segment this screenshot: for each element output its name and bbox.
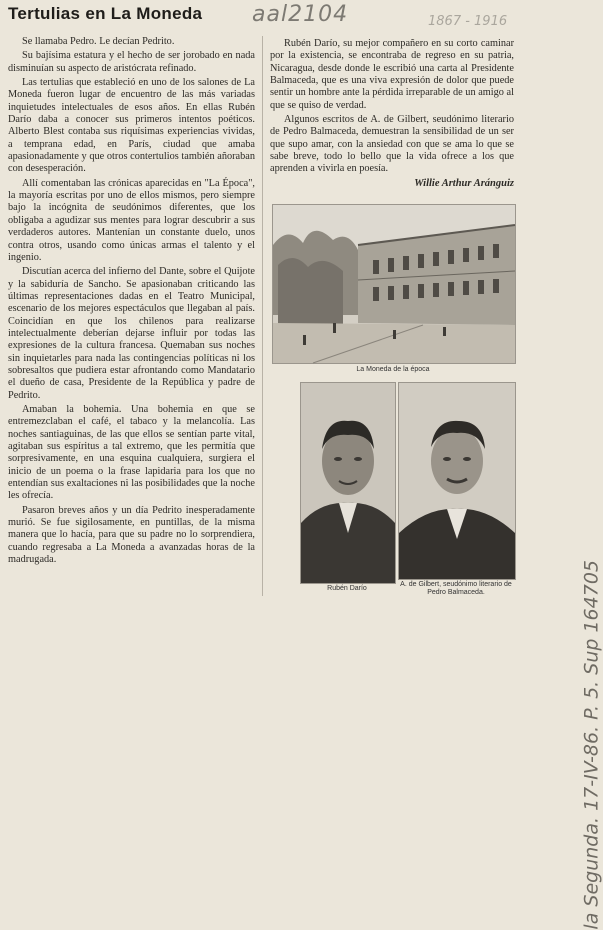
gilbert-portrait: [398, 382, 516, 580]
paragraph: Discutían acerca del infierno del Dante, sobre el Quijote y la sabiduría de Sancho. Se apasionaban criticando las últimas representaciones dadas en el Teatro Municipal, escenario de los mejores espectáculos que llegaban al país. Coincidían en que los chilenos para realizarse intelectualmente deberían dejarse influir por todas las expresiones de la cultura francesa. Quemaban sus noches sin inquietarles para nada las contingencias políticas ni los sobresaltos que pudiera estar afrontando como Mandatario el dueño de casa, Presidente de la República y padre de Pedrito.: [8, 266, 255, 401]
dario-caption: Rubén Darío: [327, 585, 367, 592]
paragraph: Amaban la bohemia. Una bohemia en que se entremezclaban el café, el tabaco y la melancolía. Las noches santiaguinas, de las que ellos se sentían parte vital, agitaban sus espíritus a tal extremo, que les permitía que sorpresivamente, en una esquina cualquiera, surgiera el inicio de un poema o la frase lapidaria para los que no entendían sus exaltaciones ni las posibilidades que la noche les ofrecía.: [8, 403, 255, 502]
paragraph: Rubén Darío, su mejor compañero en su corto caminar por la existencia, se encontraba de regreso en su patria, Nicaragua, desde donde le escribió una carta al Presidente Balmaceda, que es una viva expresión de dolor que puede sentir un hombre ante la pérdida irreparable de un amigo al que se quiso de verdad.: [270, 38, 514, 111]
paragraph: Las tertulias que estableció en uno de los salones de La Moneda fueron lugar de encuentro de las más variadas inquietudes intelectuales de esos años. En ellas Rubén Darío daba a conocer sus primeros intentos poéticos. Alberto Blest contaba sus riquísimas experiencias vividas, a temprana edad, en París, ciudad que amaba apasionadamente y que otros contertulios también añoraban con desesperación.: [8, 77, 255, 175]
paragraph: Allí comentaban las crónicas aparecidas en "La Época", la mayoría escritas por uno de ellos mismos, pero siempre bajo la incógnita de seudónimos diferentes, que los obligaba a agudizar sus mentes para lograr descubrir a sus verdaderos autores. Mantenían un constante duelo, unos contra otros, usando como únicas armas el talento y el ingenio.: [8, 177, 255, 263]
paragraph: Pasaron breves años y un día Pedrito inesperadamente murió. Se fue sigilosamente, en puntillas, de la misma manera que lo hacía, para que su padre no lo sorprendiera, cuando regresaba a La Moneda a avanzadas horas de la madrugada.: [8, 504, 255, 566]
gilbert-caption: A. de Gilbert, seudónimo literario de Pedro Balmaceda.: [400, 581, 512, 596]
column-divider: [262, 36, 263, 596]
la-moneda-photo: [272, 204, 516, 364]
article-headline: Tertulias en La Moneda: [8, 4, 203, 23]
handwritten-catalog-code: aal2104: [252, 2, 349, 27]
article-column-left: [8, 36, 255, 568]
paragraph: Algunos escritos de A. de Gilbert, seudónimo literario de Pedro Balmaceda, demuestran la sensibilidad de un ser que supo amar, con la ansiedad con que se ama lo que se sabe breve, todo lo bello que la vida ofrece a los que aprenden a vivirla en poesía.: [270, 114, 514, 175]
paragraph: Se llamaba Pedro. Le decían Pedrito.: [22, 36, 175, 47]
byline: Willie Arthur Aránguiz: [414, 177, 514, 189]
building-caption: La Moneda de la época: [356, 366, 430, 373]
ruben-dario-portrait: [300, 382, 396, 584]
article-column-right: [270, 38, 514, 190]
paragraph: Su bajísima estatura y el hecho de ser jorobado en nada disminuían su aspecto de aristócrata refinado.: [8, 50, 255, 74]
handwritten-source-note: la Segunda. 17-IV-86. P. 5. Sup 164705: [581, 560, 603, 930]
handwritten-dates: 1867 - 1916: [428, 14, 508, 29]
